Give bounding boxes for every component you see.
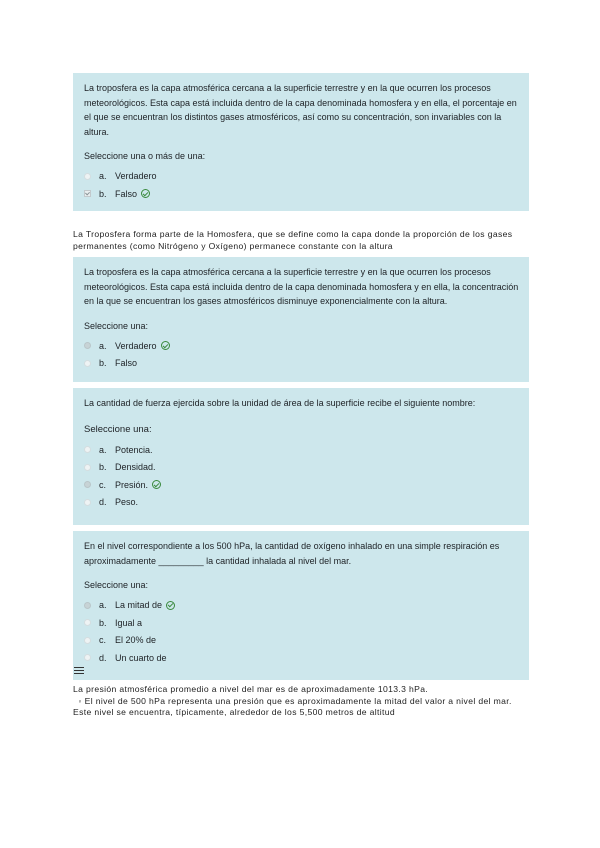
option-c[interactable] <box>84 632 529 650</box>
question-prompt: Seleccione una: <box>84 580 149 590</box>
option-radio[interactable] <box>84 602 91 609</box>
option-letter: a. <box>99 600 107 610</box>
option-label: Verdadero <box>115 340 157 351</box>
option-checkbox[interactable] <box>84 190 91 197</box>
explanation-note: La Troposfera forma parte de la Homosfera, que se define como la capa donde la proporción de los gases permanentes (como Nitrógeno y Oxígeno) permanece constante con la altura <box>73 229 513 251</box>
option-a[interactable] <box>84 597 529 615</box>
question-card-4 <box>73 531 529 680</box>
option-letter: a. <box>99 444 107 455</box>
note-line-1: La presión atmosférica promedio a nivel del mar es de aproximadamente 1013.3 hPa. <box>73 684 429 694</box>
question-prompt: Seleccione una o más de una: <box>84 151 206 161</box>
option-radio[interactable] <box>84 481 91 488</box>
option-d[interactable] <box>84 649 529 667</box>
option-label: El 20% de <box>115 635 157 645</box>
question-text: En el nivel correspondiente a los 500 hPa, la cantidad de oxígeno inhalado en una simple respiración es aproximadamente _________ la cantidad inhalada al nivel del mar. <box>84 541 500 566</box>
check-circle-icon <box>152 480 161 489</box>
option-letter: d. <box>99 652 107 663</box>
option-d[interactable] <box>84 494 529 512</box>
option-radio[interactable] <box>84 360 91 367</box>
option-label: La mitad de <box>115 600 163 610</box>
option-letter: c. <box>99 635 107 645</box>
question-card-2 <box>73 257 529 382</box>
option-radio[interactable] <box>84 173 91 180</box>
option-radio[interactable] <box>84 654 91 661</box>
question-card-3 <box>73 388 529 525</box>
option-label: Falso <box>115 358 138 368</box>
option-letter: d. <box>99 497 107 507</box>
check-circle-icon <box>141 189 150 198</box>
option-radio[interactable] <box>84 464 91 471</box>
explanation-note-2 <box>73 684 533 719</box>
question-prompt: Seleccione una: <box>84 423 152 435</box>
option-label: Peso. <box>115 497 139 507</box>
option-letter: b. <box>99 462 107 472</box>
option-radio[interactable] <box>84 637 91 644</box>
option-radio[interactable] <box>84 342 91 349</box>
list-icon[interactable] <box>74 667 84 676</box>
check-circle-icon <box>161 341 170 350</box>
option-label: Potencia. <box>115 444 153 455</box>
option-label: Presión. <box>115 479 149 490</box>
option-c[interactable] <box>84 476 529 494</box>
option-letter: b. <box>99 188 107 199</box>
option-label: Verdadero <box>115 171 157 181</box>
option-radio[interactable] <box>84 446 91 453</box>
option-letter: c. <box>99 479 107 490</box>
option-b[interactable] <box>84 614 529 632</box>
option-a[interactable] <box>84 168 529 186</box>
question-card-1 <box>73 73 529 211</box>
option-b[interactable] <box>84 355 529 373</box>
check-circle-icon <box>166 601 175 610</box>
option-letter: b. <box>99 358 107 368</box>
option-label: Igual a <box>115 617 143 628</box>
question-text: La troposfera es la capa atmosférica cercana a la superficie terrestre y en la que ocurren los procesos meteorológicos. Esta capa está incluida dentro de la capa denominada homosfera y en ella, el porcentaje en el que se encuentran los distintos gases atmosféricos, así como su concentración, son invariables con la altura. <box>84 83 517 137</box>
question-text: La troposfera es la capa atmosférica cercana a la superficie terrestre y en la que ocurren los procesos meteorológicos. Esta capa está incluida dentro de la capa denominada homosfera y en ella, la concentración en la que se encuentran los gases atmosféricos disminuye exponencialmente con la altura. <box>84 267 519 306</box>
option-a[interactable] <box>84 337 529 355</box>
option-letter: a. <box>99 171 107 181</box>
option-label: Densidad. <box>115 462 156 472</box>
option-label: Falso <box>115 188 138 199</box>
option-radio[interactable] <box>84 499 91 506</box>
note-line-2: ◦ El nivel de 500 hPa representa una presión que es aproximadamente la mitad del valor a nivel del mar. Este nivel se encuentra, típicamente, alrededor de los 5,500 metros de altitud <box>73 695 515 717</box>
option-b[interactable] <box>84 459 529 477</box>
option-label: Un cuarto de <box>115 652 167 663</box>
option-b[interactable] <box>84 185 529 203</box>
question-text: La cantidad de fuerza ejercida sobre la unidad de área de la superficie recibe el siguiente nombre: <box>84 398 476 408</box>
question-prompt: Seleccione una: <box>84 320 149 331</box>
option-letter: b. <box>99 617 107 628</box>
option-a[interactable] <box>84 441 529 459</box>
option-letter: a. <box>99 340 107 351</box>
option-radio[interactable] <box>84 619 91 626</box>
